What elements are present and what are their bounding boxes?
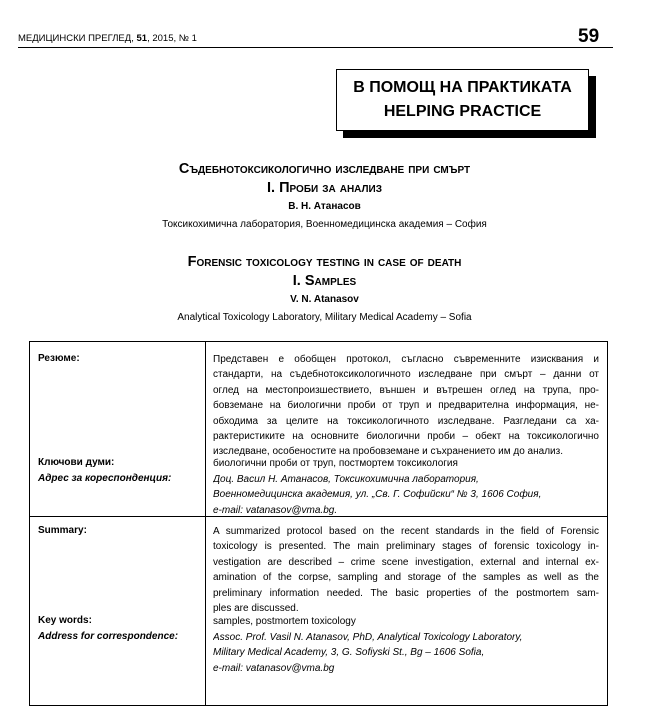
article-subtitle-bg: I. Проби за анализ xyxy=(267,180,382,196)
abstract-table xyxy=(29,341,608,706)
title-block-bg xyxy=(0,160,649,232)
abstract-label-bg: Резюме: xyxy=(38,353,80,364)
title-block-en xyxy=(0,253,649,325)
address-line: Military Medical Academy, 3, G. Sofiyski St., Bg – 1606 Sofia, xyxy=(213,647,485,659)
abstract-line: Представен е обобщен протокол, съгласно съвременните изисквания и xyxy=(213,354,599,365)
summary-line: A summarized protocol based on the recent standards in the field of Forensic xyxy=(213,526,599,537)
article-title-en: Forensic toxicology testing in case of death xyxy=(187,254,462,270)
author-bg: В. Н. Атанасов xyxy=(288,201,361,212)
summary-line: ples are discussed. xyxy=(213,602,299,614)
address-line: Военномедицинска академия, ул. „Св. Г. Софийски“ № 3, 1606 София, xyxy=(213,489,542,501)
affiliation-en: Analytical Toxicology Laboratory, Military Medical Academy – Sofia xyxy=(177,312,472,323)
keywords-en: samples, postmortem toxicology xyxy=(213,616,356,627)
abstract-text-bg xyxy=(213,352,599,460)
summary-line: vestigation are described – crime scene investigation, external and internal ex- xyxy=(213,556,599,568)
article-subtitle-en: I. Samples xyxy=(292,273,357,289)
column-divider xyxy=(205,342,206,705)
section-heading-box xyxy=(336,69,589,131)
summary-line: toxicology is presented. The main preliminary stages of forensic toxicology in- xyxy=(213,541,599,553)
address-email: e-mail: vatanasov@vma.bg. xyxy=(213,504,338,516)
journal-name: МЕДИЦИНСКИ ПРЕГЛЕД, xyxy=(18,33,134,44)
header-rule xyxy=(18,47,613,48)
running-head xyxy=(18,33,197,44)
summary-text-en xyxy=(213,524,599,616)
abstract-line: обходима за целите на токсикологичното изследване. Разгледани са ха- xyxy=(213,415,599,427)
article-title-bg: Съдебнотоксикологично изследване при смърт xyxy=(178,161,471,177)
keywords-label-bg: Ключови думи: xyxy=(38,457,115,468)
address-bg xyxy=(213,472,599,518)
section-heading-bg: В ПОМОЩ НА ПРАКТИКАТА xyxy=(353,79,572,96)
address-line: Доц. Васил Н. Атанасов, Токсикохимична лаборатория, xyxy=(213,474,479,485)
abstract-line: рактеристиките на основните биологични проби – обект на токсикологично xyxy=(213,430,599,442)
address-label-en: Address for correspondence: xyxy=(38,631,179,642)
abstract-line: изследване, особеностите на пробовземане и съхранението им до анализ. xyxy=(213,446,563,458)
journal-volume: 51 xyxy=(136,33,148,44)
summary-line: amination of the corpse, sampling and storage of the samples as well as the xyxy=(213,572,599,584)
author-en: V. N. Atanasov xyxy=(290,294,359,305)
summary-line: preliminary information needed. The basic properties of the postmortem sam- xyxy=(213,587,599,599)
address-en xyxy=(213,630,599,676)
keywords-label-en: Key words: xyxy=(38,615,92,626)
address-email: e-mail: vatanasov@vma.bg xyxy=(213,662,335,674)
keywords-bg: биологични проби от труп, постмортем токсикология xyxy=(213,458,458,469)
abstract-line: бовземане на биологични проби от труп и предварителна информация, не- xyxy=(213,400,599,412)
abstract-line: стандарти, на съдебнотоксикологичното изследване при смърт – данни от xyxy=(213,369,599,381)
summary-label-en: Summary: xyxy=(38,525,87,536)
page-number: 59 xyxy=(578,26,600,47)
section-heading-en: HELPING PRACTICE xyxy=(383,103,542,120)
journal-year-issue: , 2015, № 1 xyxy=(147,33,197,44)
address-line: Assoc. Prof. Vasil N. Atanasov, PhD, Analytical Toxicology Laboratory, xyxy=(213,632,523,643)
abstract-line: оглед на местопроизшествието, външен и вътрешен оглед на трупа, про- xyxy=(213,384,599,396)
address-label-bg: Адрес за кореспонденция: xyxy=(38,473,172,484)
affiliation-bg: Токсикохимична лаборатория, Военномедицинска академия – София xyxy=(162,219,487,230)
